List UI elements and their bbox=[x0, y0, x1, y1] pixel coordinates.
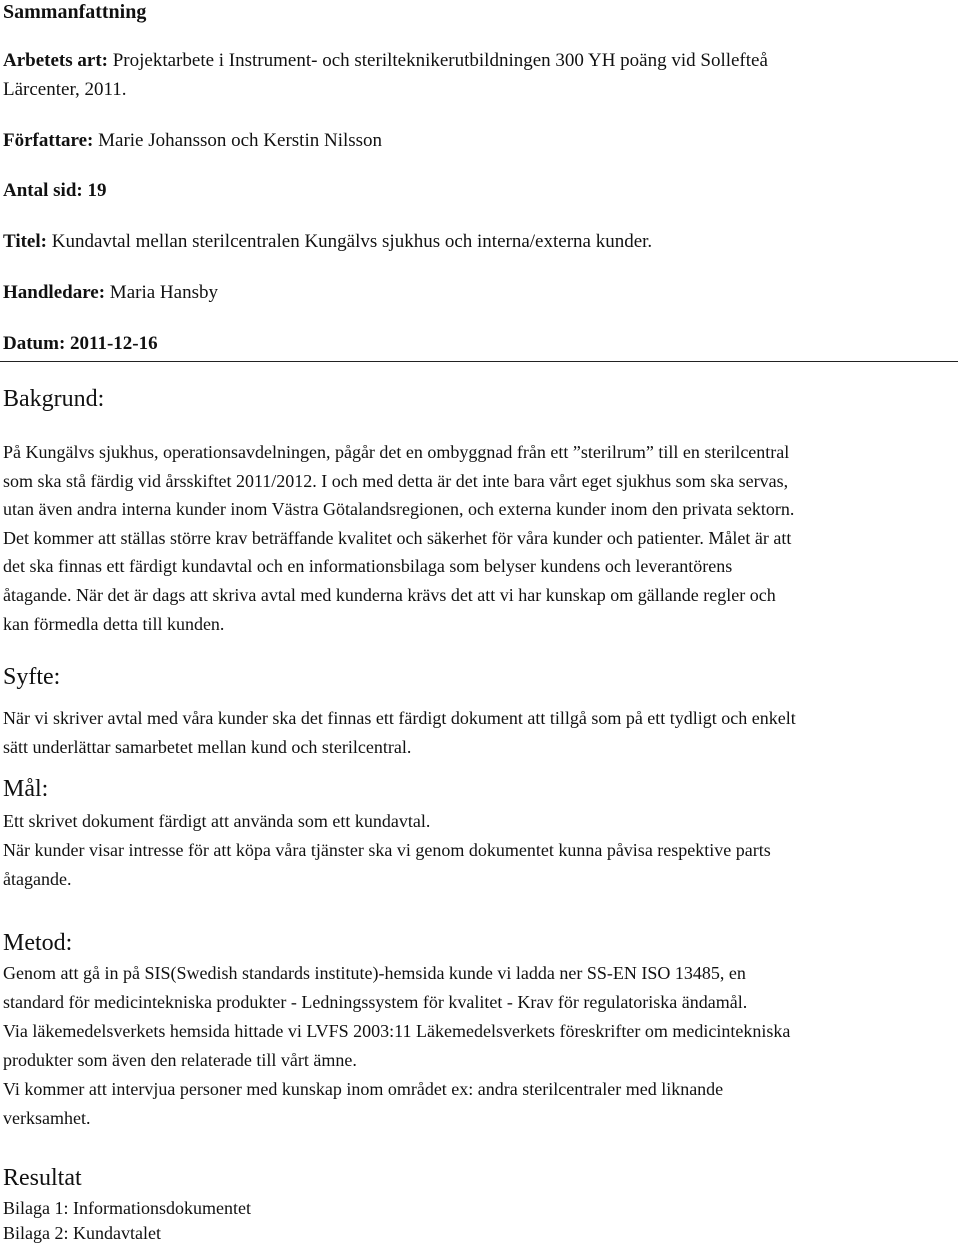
goal-heading: Mål: bbox=[3, 776, 49, 802]
purpose-line: sätt underlättar samarbetet mellan kund och sterilcentral. bbox=[3, 737, 412, 757]
work-type-value-line2: Lärcenter, 2011. bbox=[3, 79, 127, 100]
method-heading: Metod: bbox=[3, 930, 73, 956]
method-line: verksamhet. bbox=[3, 1108, 91, 1128]
background-line: det ska finnas ett färdigt kundavtal och en informationsbilaga som belyser kundens och leverantörens bbox=[3, 556, 733, 576]
background-line: utan även andra interna kunder inom Västra Götalandsregionen, och externa kunder inom den privata sektorn. bbox=[3, 499, 795, 519]
work-type-label: Arbetets art: bbox=[3, 50, 108, 71]
title-value: Kundavtal mellan sterilcentralen Kungälvs sjukhus och interna/externa kunder. bbox=[51, 231, 653, 252]
section-divider bbox=[0, 361, 958, 362]
background-line: åtagande. När det är dags att skriva avtal med kunderna krävs det att vi har kunskap om gällande regler och bbox=[3, 585, 776, 605]
title-label: Titel: bbox=[3, 231, 47, 252]
background-line: Det kommer att ställas större krav beträffande kvalitet och säkerhet för våra kunder och patienter. Målet är att bbox=[3, 528, 792, 548]
supervisor-value: Maria Hansby bbox=[109, 282, 218, 303]
authors-line bbox=[3, 126, 382, 155]
supervisor-label: Handledare: bbox=[3, 282, 106, 303]
background-line: kan förmedla detta till kunden. bbox=[3, 614, 225, 634]
method-line: Genom att gå in på SIS(Swedish standards institute)-hemsida kunde vi ladda ner SS-EN ISO 13485, en bbox=[3, 963, 746, 983]
goal-line: När kunder visar intresse för att köpa våra tjänster ska vi genom dokumentet kunna påvisa respektive parts bbox=[3, 840, 771, 860]
purpose-line: När vi skriver avtal med våra kunder ska det finnas ett färdigt dokument att tillgå som på ett tydligt och enkelt bbox=[3, 708, 796, 728]
pages-line bbox=[3, 176, 106, 205]
date-line bbox=[3, 329, 158, 358]
authors-label: Författare: bbox=[3, 130, 94, 151]
purpose-heading: Syfte: bbox=[3, 664, 61, 690]
summary-heading: Sammanfattning bbox=[3, 1, 147, 23]
date-label: Datum: bbox=[3, 333, 66, 354]
result-line: Bilaga 1: Informationsdokumentet bbox=[3, 1198, 251, 1218]
work-type-value-line1: Projektarbete i Instrument- och sterilteknikerutbildningen 300 YH poäng vid Sollefteå bbox=[112, 50, 768, 71]
method-line: Vi kommer att intervjua personer med kunskap inom området ex: andra sterilcentraler med liknande bbox=[3, 1079, 724, 1099]
background-heading: Bakgrund: bbox=[3, 386, 105, 412]
supervisor-line bbox=[3, 278, 218, 307]
authors-value: Marie Johansson och Kerstin Nilsson bbox=[98, 130, 383, 151]
result-heading: Resultat bbox=[3, 1165, 82, 1191]
method-line: Via läkemedelsverkets hemsida hittade vi LVFS 2003:11 Läkemedelsverkets föreskrifter om medicintekniska bbox=[3, 1021, 791, 1041]
background-line: På Kungälvs sjukhus, operationsavdelningen, pågår det en ombyggnad från ett ”sterilrum” till en sterilcentral bbox=[3, 442, 790, 462]
date-value: 2011-12-16 bbox=[70, 333, 158, 354]
method-line: produkter som även den relaterade till vårt ämne. bbox=[3, 1050, 357, 1070]
goal-line: Ett skrivet dokument färdigt att använda som ett kundavtal. bbox=[3, 811, 431, 831]
goal-line: åtagande. bbox=[3, 869, 72, 889]
pages-value: 19 bbox=[87, 180, 107, 201]
background-line: som ska stå färdig vid årsskiftet 2011/2012. I och med detta är det inte bara vårt eget sjukhus som ska servas, bbox=[3, 471, 789, 491]
result-line: Bilaga 2: Kundavtalet bbox=[3, 1223, 161, 1243]
method-line: standard för medicintekniska produkter - Ledningssystem för kvalitet - Krav för regulatoriska ändamål. bbox=[3, 992, 748, 1012]
work-type-line bbox=[3, 46, 768, 75]
pages-label: Antal sid: bbox=[3, 180, 83, 201]
title-line bbox=[3, 227, 652, 256]
